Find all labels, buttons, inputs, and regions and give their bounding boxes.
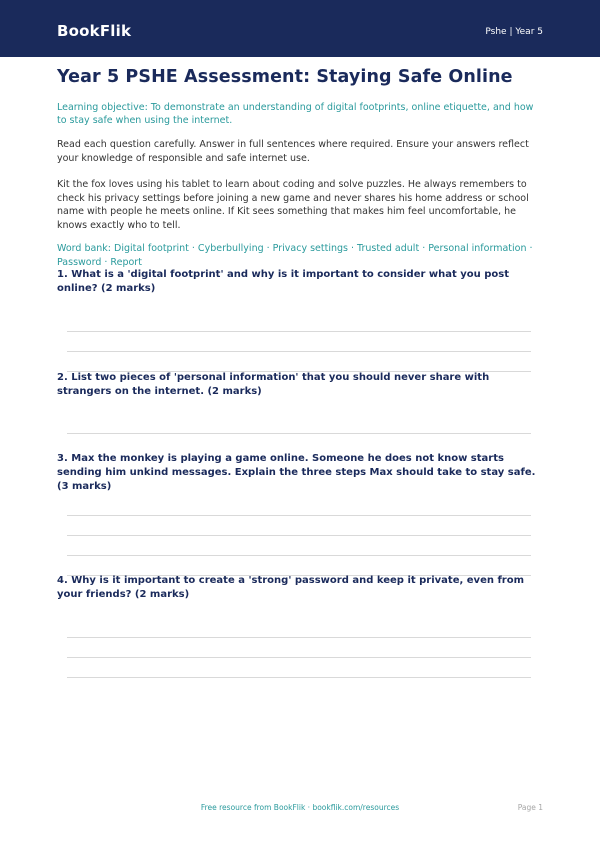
answer-line[interactable] bbox=[67, 657, 531, 658]
page-number: Page 1 bbox=[517, 803, 543, 812]
breadcrumb: Pshe | Year 5 bbox=[485, 27, 543, 37]
answer-line[interactable] bbox=[67, 433, 531, 434]
question-3: 3. Max the monkey is playing a game online. Someone he does not know starts sending him unkind messages. Explain the three steps Max should take to stay safe. (3 marks) bbox=[57, 453, 536, 492]
instructions-text: Read each question carefully. Answer in full sentences where required. Ensure your answers reflect your knowledge of responsible and safe internet use. bbox=[57, 139, 529, 164]
answer-line[interactable] bbox=[67, 677, 531, 678]
answer-line[interactable] bbox=[67, 637, 531, 638]
page-header bbox=[0, 0, 600, 57]
answer-line[interactable] bbox=[67, 331, 531, 332]
answer-line[interactable] bbox=[67, 555, 531, 556]
answer-line[interactable] bbox=[67, 351, 531, 352]
brand-logo[interactable]: BookFlik bbox=[57, 22, 132, 40]
question-2: 2. List two pieces of 'personal information' that you should never share with strangers on the internet. (2 marks) bbox=[57, 372, 490, 397]
intro-section bbox=[57, 66, 543, 269]
learning-objective: Learning objective: To demonstrate an understanding of digital footprints, online etiquette, and how to stay safe when using the internet. bbox=[57, 102, 534, 126]
story-text: Kit the fox loves using his tablet to learn about coding and solve puzzles. He always remembers to check his privacy settings before joining a new game and never shares his home address or school name with people he meets online. If Kit sees something that makes him feel uncomfortable, he knows exactly who to tell. bbox=[57, 179, 529, 231]
question-4: 4. Why is it important to create a 'strong' password and keep it private, even from your friends? (2 marks) bbox=[57, 575, 525, 600]
question-1: 1. What is a 'digital footprint' and why is it important to consider what you post online? (2 marks) bbox=[57, 269, 510, 294]
footer-link[interactable]: Free resource from BookFlik · bookflik.com/resources bbox=[200, 803, 400, 812]
answer-line[interactable] bbox=[67, 515, 531, 516]
word-bank: Word bank: Digital footprint · Cyberbullying · Privacy settings · Trusted adult · Personal information · Password · Report bbox=[57, 243, 533, 268]
answer-line[interactable] bbox=[67, 535, 531, 536]
page-title: Year 5 PSHE Assessment: Staying Safe Online bbox=[57, 67, 513, 87]
